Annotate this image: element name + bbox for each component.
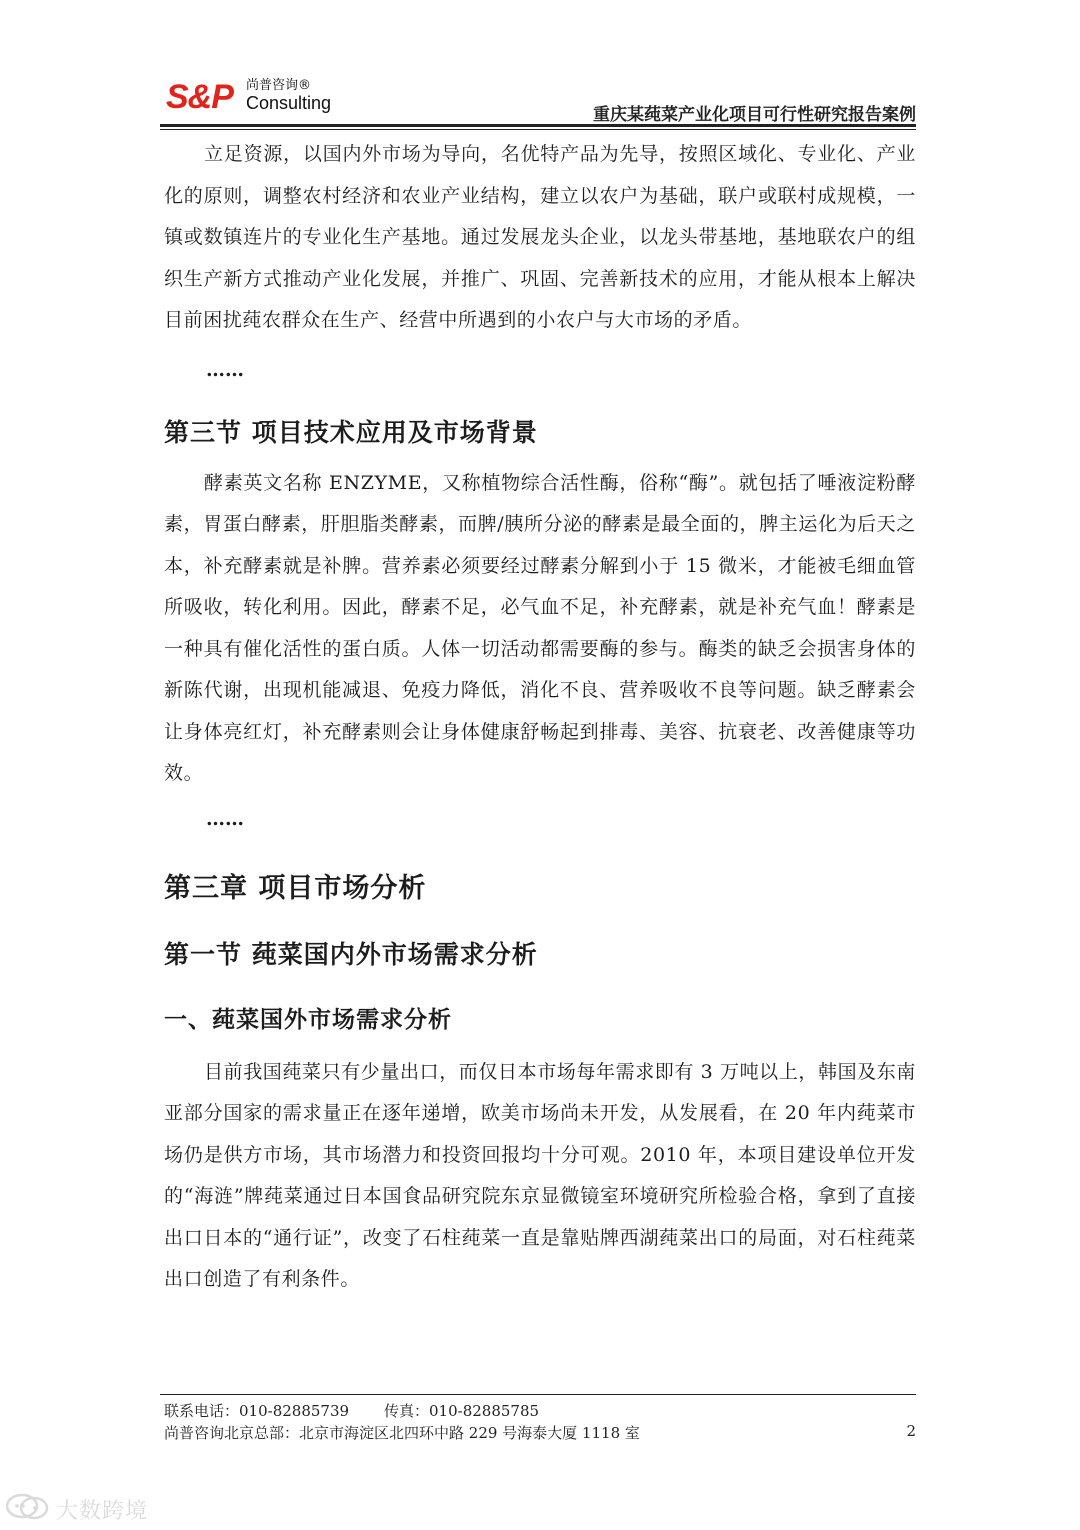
section-title: 第三节 项目技术应用及市场背景 — [164, 417, 538, 447]
page-content — [164, 130, 916, 1301]
document-title: 重庆某莼菜产业化项目可行性研究报告案例 — [593, 105, 916, 125]
watermark — [4, 1492, 154, 1522]
ellipsis: …… — [206, 358, 244, 381]
page-number: 2 — [906, 1422, 916, 1440]
section-title: 第一节 莼菜国内外市场需求分析 — [164, 939, 538, 969]
logo-chinese-name: 尚普咨询® — [246, 78, 312, 93]
footer-divider — [160, 1394, 916, 1395]
header-divider — [160, 124, 916, 127]
paragraph-market: 目前我国莼菜只有少量出口，而仅日本市场每年需求即有 3 万吨以上，韩国及东南亚部分国家的需求量正在逐年递增，欧美市场尚未开发，从发展看，在 20 年内莼菜市场仍是供方市场，其市场潜力和投资回报均十分可观。2010 年，本项目建设单位开发的“海涟”牌莼菜通过日本国食品研究院东京显微镜室环境研究所检验合格，拿到了直接出口日本的“通行证”，改变了石柱莼菜一直是靠贴牌西湖莼菜出口的局面，对石柱莼菜出口创造了有利条件。 — [164, 1060, 916, 1290]
ellipsis: …… — [206, 807, 244, 830]
paragraph-intro: 立足资源，以国内外市场为导向，名优特产品为先导，按照区域化、专业化、产业化的原则，调整农村经济和农业产业结构，建立以农户为基础，联户或联村成规模，一镇或数镇连片的专业化生产基地。通过发展龙头企业，以龙头带基地，基地联农户的组织生产新方式推动产业化发展，并推广、巩固、完善新技术的应用，才能从根本上解决目前困扰莼农群众在生产、经营中所遇到的小农户与大市场的矛盾。 — [164, 143, 916, 331]
footer-fax: 传真：010-82885785 — [384, 1402, 540, 1420]
company-logo — [166, 76, 366, 116]
footer-phone: 联系电话：010-82885739 — [164, 1402, 350, 1420]
logo-english-name: Consulting — [246, 93, 332, 113]
footer-address: 尚普咨询北京总部：北京市海淀区北四环中路 229 号海泰大厦 1118 室 — [164, 1424, 640, 1442]
logo-mark: S&P — [166, 78, 233, 116]
chapter-title: 第三章 项目市场分析 — [164, 872, 427, 904]
chat-bubble-icon — [4, 1492, 52, 1522]
watermark-text: 大数跨境 — [56, 1499, 149, 1524]
paragraph-enzyme: 酵素英文名称 ENZYME，又称植物综合活性酶，俗称“酶”。就包括了唾液淀粉酵素，胃蛋白酵素，肝胆脂类酵素，而脾/胰所分泌的酵素是最全面的，脾主运化为后天之本，补充酵素就是补脾。营养素必须要经过酵素分解到小于 15 微米，才能被毛细血管所吸收，转化利用。因此，酵素不足，必气血不足，补充酵素，就是补充气血！酵素是一种具有催化活性的蛋白质。人体一切活动都需要酶的参与。酶类的缺乏会损害身体的新陈代谢，出现机能减退、免疫力降低，消化不良、营养吸收不良等问题。缺乏酵素会让身体亮红灯，补充酵素则会让身体健康舒畅起到排毒、美容、抗衰老、改善健康等功效。 — [164, 471, 916, 784]
subsection-title: 一、莼菜国外市场需求分析 — [164, 1006, 452, 1033]
